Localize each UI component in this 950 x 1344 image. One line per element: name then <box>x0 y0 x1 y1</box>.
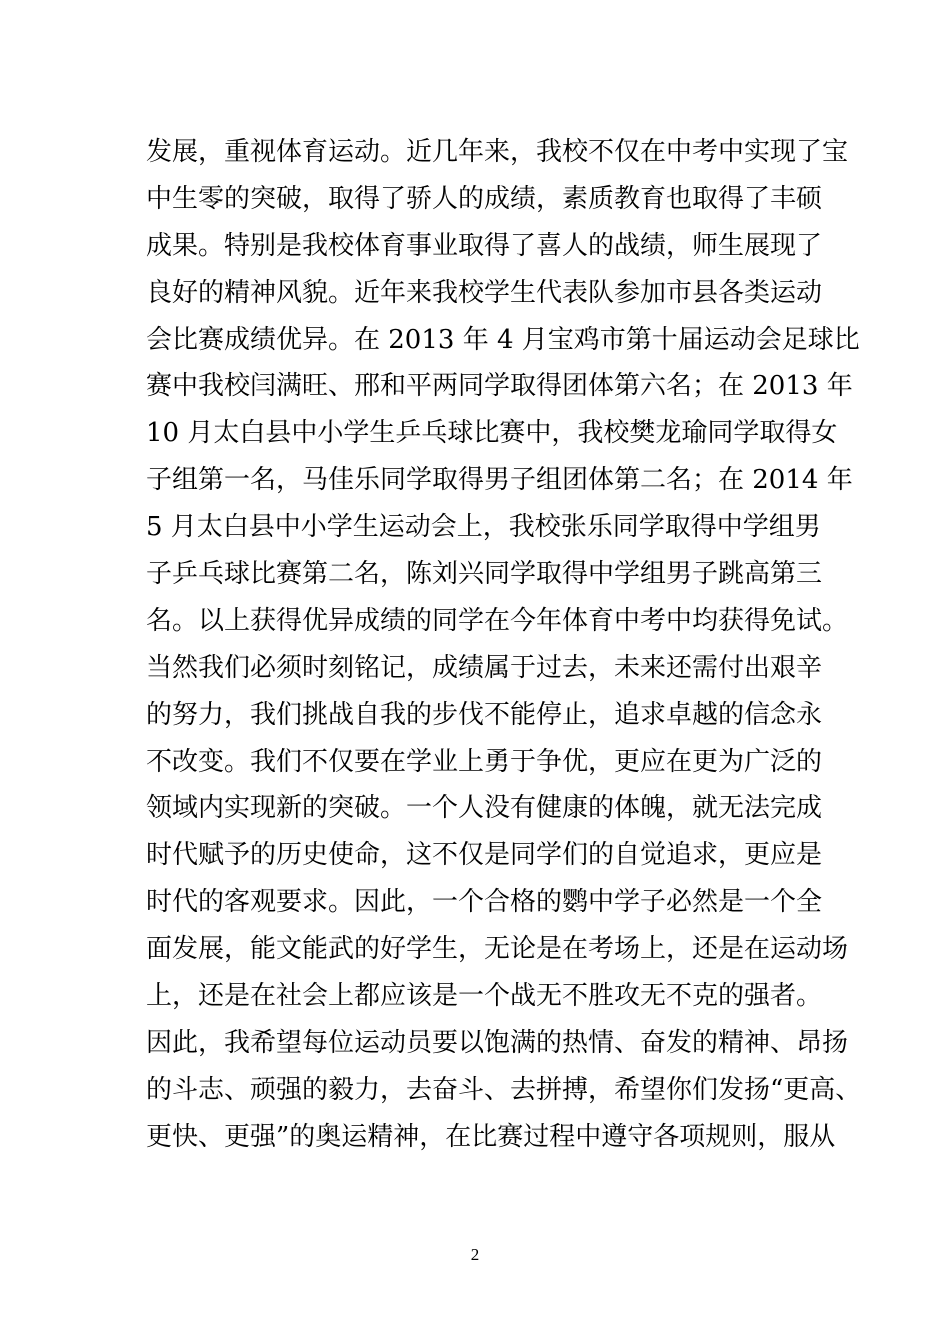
body-text <box>146 129 862 1161</box>
text-line: 名。以上获得优异成绩的同学在今年体育中考中均获得免试。 <box>146 605 849 636</box>
text-line: 5 月太白县中小学生运动会上，我校张乐同学取得中学组男 <box>146 512 821 543</box>
text-line: 子组第一名，马佳乐同学取得男子组团体第二名；在 2014 年 <box>146 465 853 496</box>
text-line: 的努力，我们挑战自我的步伐不能停止，追求卓越的信念永 <box>146 699 823 730</box>
text-line: 因此，我希望每位运动员要以饱满的热情、奋发的精神、昂扬 <box>146 1027 849 1058</box>
text-line: 面发展，能文能武的好学生，无论是在考场上，还是在运动场 <box>146 934 849 965</box>
text-line: 良好的精神风貌。近年来我校学生代表队参加市县各类运动 <box>146 277 823 308</box>
text-line: 发展，重视体育运动。近几年来，我校不仅在中考中实现了宝 <box>146 137 849 167</box>
text-line: 时代赋予的历史使命，这不仅是同学们的自觉追求，更应是 <box>146 840 823 871</box>
text-line: 当然我们必须时刻铭记，成绩属于过去，未来还需付出艰辛 <box>146 652 823 683</box>
text-line: 的斗志、顽强的毅力，去奋斗、去拼搏，希望你们发扬“更高、 <box>146 1074 862 1105</box>
text-line: 子乒乓球比赛第二名，陈刘兴同学取得中学组男子跳高第三 <box>146 559 823 590</box>
text-line: 时代的客观要求。因此，一个合格的鹦中学子必然是一个全 <box>146 887 823 918</box>
text-line: 更快、更强”的奥运精神，在比赛过程中遵守各项规则，服从 <box>146 1121 836 1152</box>
text-line: 上，还是在社会上都应该是一个战无不胜攻无不克的强者。 <box>146 981 823 1012</box>
text-line: 领域内实现新的突破。一个人没有健康的体魄，就无法完成 <box>146 793 823 824</box>
text-line: 10 月太白县中小学生乒乓球比赛中，我校樊龙瑜同学取得女 <box>146 418 838 449</box>
text-line: 中生零的突破，取得了骄人的成绩，素质教育也取得了丰硕 <box>146 183 823 214</box>
page-number: 2 <box>470 1245 480 1264</box>
text-line: 赛中我校闫满旺、邢和平两同学取得团体第六名；在 2013 年 <box>146 371 853 402</box>
text-line: 会比赛成绩优异。在 2013 年 4 月宝鸡市第十届运动会足球比 <box>146 324 860 355</box>
text-line: 成果。特别是我校体育事业取得了喜人的战绩，师生展现了 <box>146 230 823 261</box>
text-line: 不改变。我们不仅要在学业上勇于争优，更应在更为广泛的 <box>146 746 823 777</box>
